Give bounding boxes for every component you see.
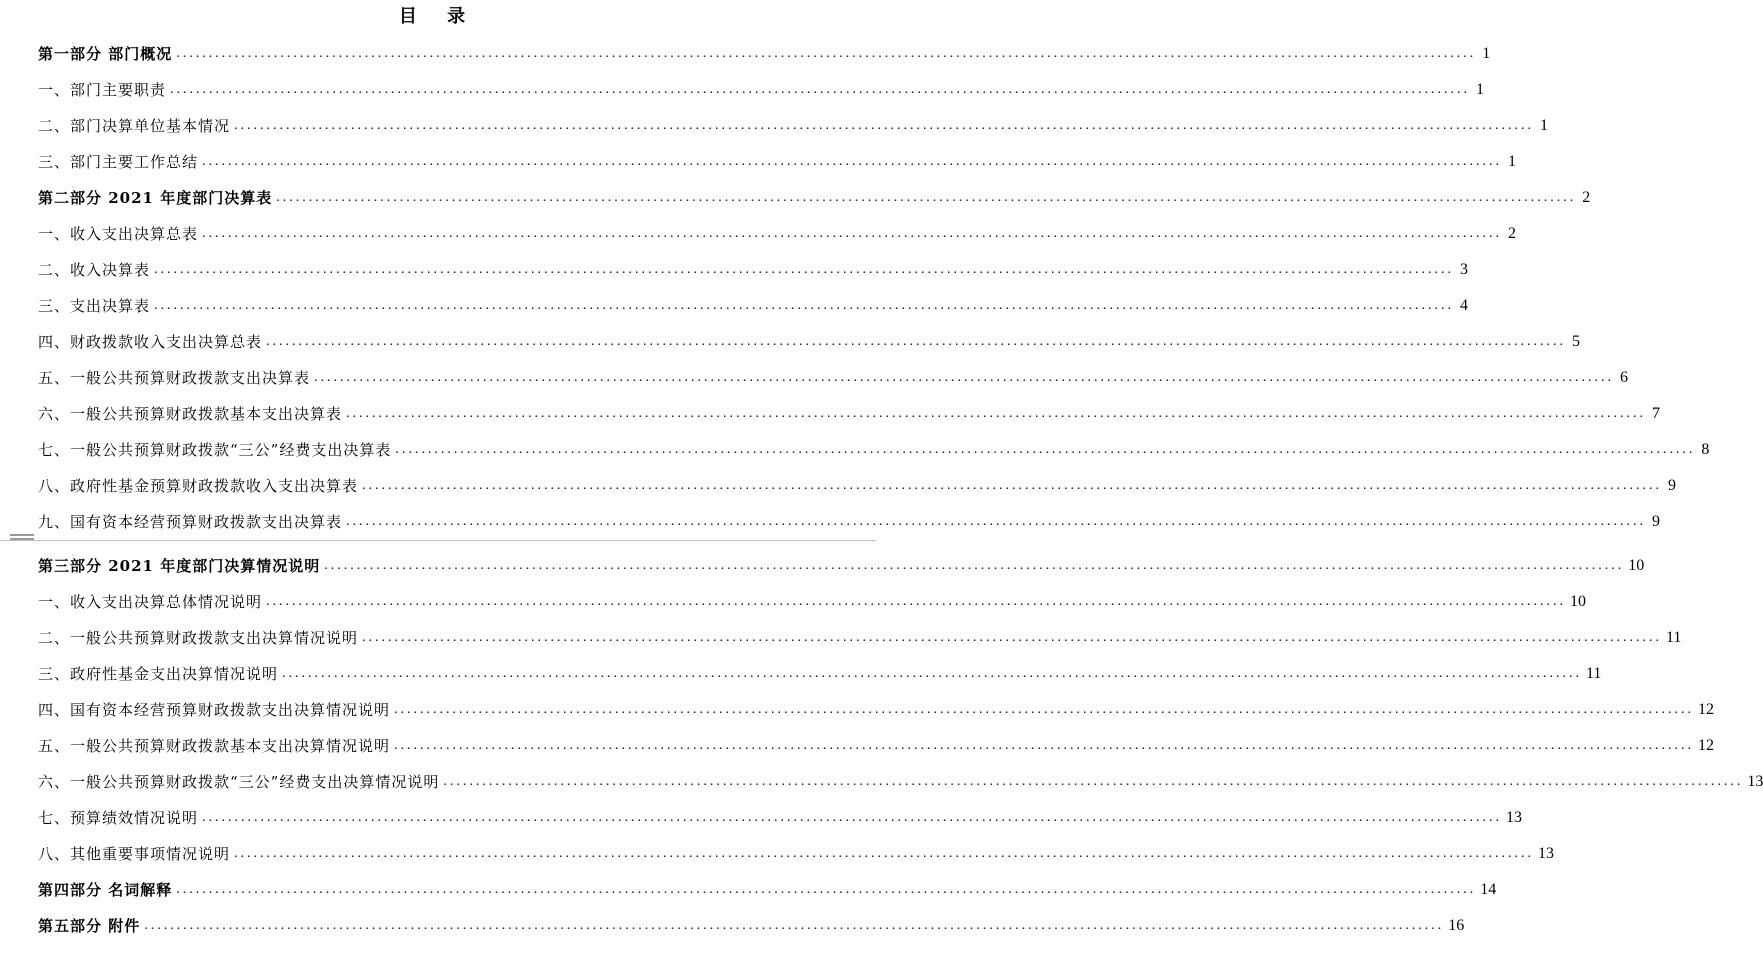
- toc-page-number: 10: [1570, 593, 1587, 610]
- toc-page-number: 1: [1482, 45, 1491, 62]
- toc-page-number: 2: [1508, 225, 1517, 242]
- toc-page-number: 1: [1508, 153, 1517, 170]
- toc-dot-leader: ........................................................................................................................................................................................................: [266, 594, 1567, 609]
- toc-entry[interactable]: [38, 506, 1661, 532]
- toc-entry-label: 五、一般公共预算财政拨款支出决算表: [38, 369, 311, 387]
- toc-entry-label: 第五部分 附件: [38, 917, 141, 935]
- toc-dot-leader: ........................................................................................................................................................................................................: [144, 918, 1445, 933]
- toc-page-number: 12: [1698, 701, 1715, 718]
- toc-page-number: 4: [1460, 297, 1469, 314]
- toc-entry-label: 八、政府性基金预算财政拨款收入支出决算表: [38, 477, 359, 495]
- toc-dot-leader: ........................................................................................................................................................................................................: [202, 154, 1503, 169]
- toc-entry[interactable]: [38, 290, 1469, 316]
- toc-entry-label: 六、一般公共预算财政拨款基本支出决算表: [38, 405, 343, 423]
- toc-entry-label: 第四部分 名词解释: [38, 881, 173, 899]
- toc-dot-leader: ........................................................................................................................................................................................................: [170, 82, 1471, 97]
- toc-page-number: 10: [1628, 557, 1645, 574]
- toc-entry[interactable]: [38, 74, 1485, 100]
- toc-entry-label: 九、国有资本经营预算财政拨款支出决算表: [38, 513, 343, 531]
- toc-entry[interactable]: [38, 622, 1682, 648]
- toc-dot-leader: ........................................................................................................................................................................................................: [276, 190, 1577, 205]
- toc-entry-label: 五、一般公共预算财政拨款基本支出决算情况说明: [38, 737, 391, 755]
- toc-dot-leader: ........................................................................................................................................................................................................: [324, 558, 1625, 573]
- toc-page-number: 5: [1572, 333, 1581, 350]
- toc-page-number: 13: [1506, 809, 1523, 826]
- toc-title: 目 录: [398, 6, 478, 27]
- toc-dot-leader: ........................................................................................................................................................................................................: [395, 442, 1696, 457]
- toc-dot-leader: ........................................................................................................................................................................................................: [234, 118, 1535, 133]
- toc-entry[interactable]: [38, 838, 1555, 864]
- toc-page-number: 7: [1652, 405, 1661, 422]
- toc-dot-leader: ........................................................................................................................................................................................................: [346, 406, 1647, 421]
- toc-dot-leader: ........................................................................................................................................................................................................: [394, 738, 1695, 753]
- toc-dot-leader: ........................................................................................................................................................................................................: [346, 514, 1647, 529]
- toc-part-entry[interactable]: [38, 910, 1465, 936]
- toc-entry[interactable]: [38, 694, 1715, 720]
- toc-entry[interactable]: [38, 362, 1629, 388]
- toc-entry[interactable]: [38, 470, 1677, 496]
- toc-entry[interactable]: [38, 766, 1763, 792]
- toc-entry-label: 六、一般公共预算财政拨款“三公”经费支出决算情况说明: [38, 773, 440, 791]
- toc-entry[interactable]: [38, 254, 1469, 280]
- toc-page-number: 9: [1668, 477, 1677, 494]
- toc-page-number: 14: [1480, 881, 1497, 898]
- toc-entry[interactable]: [38, 658, 1602, 684]
- toc-entry-label: 四、国有资本经营预算财政拨款支出决算情况说明: [38, 701, 391, 719]
- toc-dot-leader: ........................................................................................................................................................................................................: [202, 226, 1503, 241]
- page-break-line: [0, 540, 876, 541]
- toc-entry-label: 八、其他重要事项情况说明: [38, 845, 231, 863]
- toc-entry-label: 四、财政拨款收入支出决算总表: [38, 333, 263, 351]
- toc-entry-label: 第二部分 2021 年度部门决算表: [38, 189, 273, 207]
- toc-part-entry[interactable]: [38, 550, 1645, 576]
- toc-entry-label: 二、收入决算表: [38, 261, 151, 279]
- toc-page-number: 2: [1582, 189, 1591, 206]
- page-break-handle-icon[interactable]: [10, 534, 34, 544]
- toc-entry-label: 二、一般公共预算财政拨款支出决算情况说明: [38, 629, 359, 647]
- toc-part-entry[interactable]: [38, 182, 1591, 208]
- toc-entry-label: 三、部门主要工作总结: [38, 153, 199, 171]
- toc-entry-label: 三、政府性基金支出决算情况说明: [38, 665, 279, 683]
- toc-entry[interactable]: [38, 586, 1587, 612]
- toc-page-number: 9: [1652, 513, 1661, 530]
- toc-entry[interactable]: [38, 326, 1581, 352]
- toc-entry[interactable]: [38, 434, 1710, 460]
- toc-page-number: 13: [1538, 845, 1555, 862]
- toc-page-number: 6: [1620, 369, 1629, 386]
- toc-page-number: 11: [1586, 665, 1602, 682]
- toc-entry-label: 第三部分 2021 年度部门决算情况说明: [38, 557, 321, 575]
- toc-page-number: 1: [1540, 117, 1549, 134]
- toc-entry-label: 一、收入支出决算总表: [38, 225, 199, 243]
- toc-entry-label: 第一部分 部门概况: [38, 45, 173, 63]
- toc-entry-label: 七、一般公共预算财政拨款“三公”经费支出决算表: [38, 441, 392, 459]
- toc-part-entry[interactable]: [38, 38, 1491, 64]
- toc-dot-leader: ........................................................................................................................................................................................................: [314, 370, 1615, 385]
- toc-entry[interactable]: [38, 218, 1517, 244]
- toc-entry[interactable]: [38, 146, 1517, 172]
- toc-page-number: 12: [1698, 737, 1715, 754]
- toc-dot-leader: ........................................................................................................................................................................................................: [154, 298, 1455, 313]
- toc-dot-leader: ........................................................................................................................................................................................................: [154, 262, 1455, 277]
- toc-page-number: 16: [1448, 917, 1465, 934]
- toc-entry[interactable]: [38, 730, 1715, 756]
- toc-entry-label: 二、部门决算单位基本情况: [38, 117, 231, 135]
- toc-page-number: 8: [1701, 441, 1710, 458]
- toc-dot-leader: ........................................................................................................................................................................................................: [202, 810, 1503, 825]
- toc-entry-label: 七、预算绩效情况说明: [38, 809, 199, 827]
- toc-dot-leader: ........................................................................................................................................................................................................: [234, 846, 1535, 861]
- toc-dot-leader: ........................................................................................................................................................................................................: [282, 666, 1583, 681]
- toc-entry[interactable]: [38, 110, 1549, 136]
- toc-entry[interactable]: [38, 398, 1661, 424]
- toc-page-number: 11: [1666, 629, 1682, 646]
- toc-dot-leader: ........................................................................................................................................................................................................: [362, 630, 1663, 645]
- toc-entry-label: 三、支出决算表: [38, 297, 151, 315]
- toc-dot-leader: ........................................................................................................................................................................................................: [176, 882, 1477, 897]
- toc-page-number: 1: [1476, 81, 1485, 98]
- toc-part-entry[interactable]: [38, 874, 1497, 900]
- toc-dot-leader: ........................................................................................................................................................................................................: [266, 334, 1567, 349]
- toc-entry[interactable]: [38, 802, 1523, 828]
- toc-entry-label: 一、收入支出决算总体情况说明: [38, 593, 263, 611]
- toc-page-number: 3: [1460, 261, 1469, 278]
- toc-entry-label: 一、部门主要职责: [38, 81, 167, 99]
- toc-dot-leader: ........................................................................................................................................................................................................: [362, 478, 1663, 493]
- toc-dot-leader: ........................................................................................................................................................................................................: [443, 774, 1744, 789]
- toc-dot-leader: ........................................................................................................................................................................................................: [394, 702, 1695, 717]
- toc-page-number: 13: [1747, 773, 1763, 790]
- toc-dot-leader: ........................................................................................................................................................................................................: [176, 46, 1477, 61]
